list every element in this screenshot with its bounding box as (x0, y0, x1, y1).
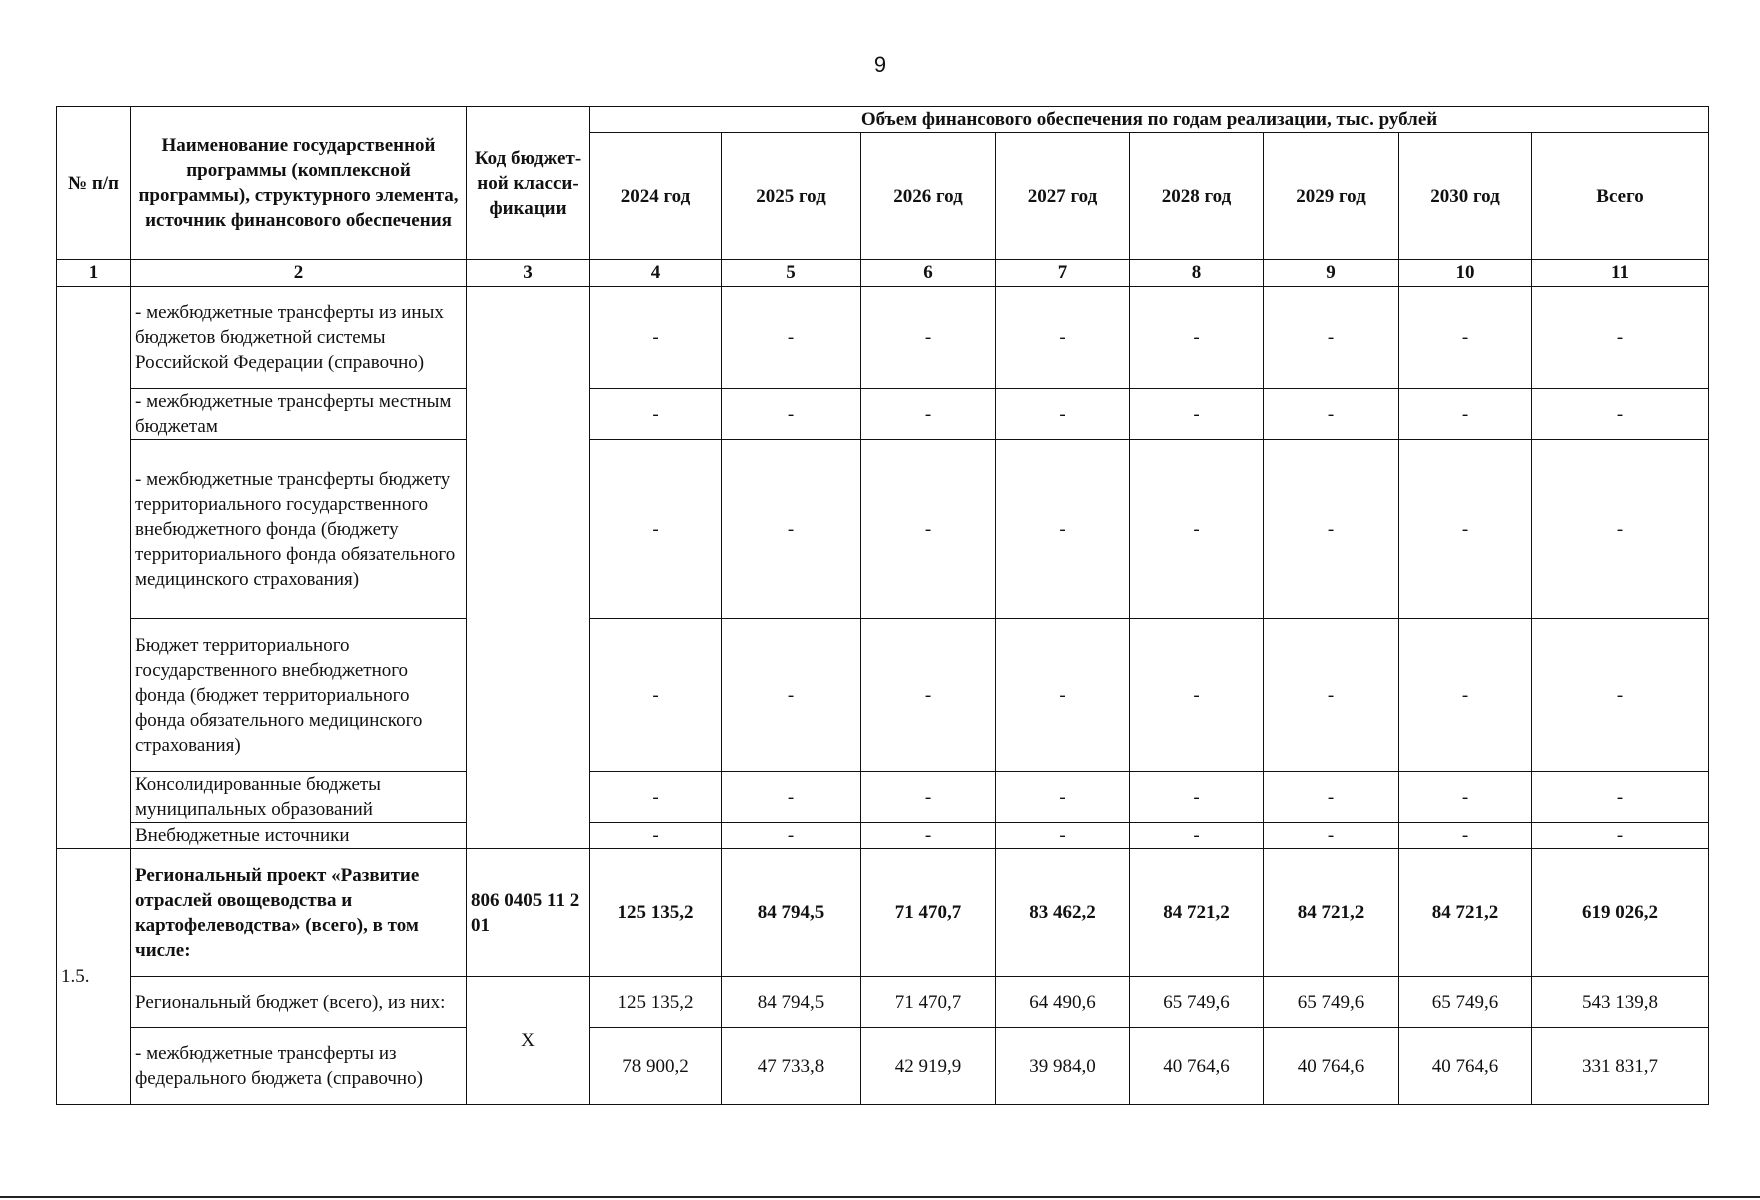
cell-value: 71 470,7 (861, 849, 996, 977)
cell-value: 619 026,2 (1532, 849, 1709, 977)
column-number: 1 (57, 260, 131, 287)
cell-value: - (1532, 619, 1709, 772)
cell-value: 84 721,2 (1264, 849, 1399, 977)
table-row (57, 1028, 1709, 1105)
financing-table (56, 106, 1709, 1105)
cell-value: 84 721,2 (1399, 849, 1532, 977)
column-number: 3 (467, 260, 590, 287)
cell-value: 42 919,9 (861, 1028, 996, 1105)
cell-value: - (1532, 823, 1709, 849)
cell-value: 47 733,8 (722, 1028, 861, 1105)
cell-value: - (722, 823, 861, 849)
cell-value: - (1532, 772, 1709, 823)
cell-value: - (722, 772, 861, 823)
column-number: 11 (1532, 260, 1709, 287)
cell-value: - (1264, 287, 1399, 389)
row-name: Консолидированные бюджеты муниципальных образований (131, 772, 467, 823)
cell-value: - (861, 619, 996, 772)
cell-value: 84 794,5 (722, 849, 861, 977)
cell-value: 543 139,8 (1532, 977, 1709, 1028)
cell-value: 84 721,2 (1130, 849, 1264, 977)
cell-value: - (1130, 823, 1264, 849)
column-number: 5 (722, 260, 861, 287)
table-row (57, 389, 1709, 440)
cell-value: - (996, 440, 1130, 619)
cell-value: - (1532, 440, 1709, 619)
cell-value: 40 764,6 (1264, 1028, 1399, 1105)
header-financing-group: Объем финансового обеспечения по годам реализации, тыс. рублей (590, 107, 1709, 133)
cell-value: - (722, 440, 861, 619)
cell-value: 331 831,7 (1532, 1028, 1709, 1105)
row-name: Бюджет территориального государственного внебюджетного фонда (бюджет территориального фонда обязательного медицинского страхования) (131, 619, 467, 772)
table-row (57, 440, 1709, 619)
row-name: Внебюджетные источники (131, 823, 467, 849)
cell-value: - (1399, 772, 1532, 823)
cell-value: - (1130, 619, 1264, 772)
header-name: Наименование государственной программы (комплексной программы), структурного элемента, источник финансового обеспечения (131, 107, 467, 260)
row-name: - межбюджетные трансферты из иных бюджетов бюджетной системы Российской Федерации (справочно) (131, 287, 467, 389)
cell-value: - (590, 823, 722, 849)
cell-value: - (722, 619, 861, 772)
header-year: 2025 год (722, 133, 861, 260)
cell-value: - (861, 772, 996, 823)
table-row (57, 823, 1709, 849)
cell-value: - (1264, 772, 1399, 823)
cell-value: - (1264, 823, 1399, 849)
row-name: - межбюджетные трансферты бюджету территориального государственного внебюджетного фонда (бюджету территориального фонда обязательного медицинского страхования) (131, 440, 467, 619)
cell-value: - (1399, 389, 1532, 440)
header-year: 2026 год (861, 133, 996, 260)
cell-value: - (590, 440, 722, 619)
header-year: 2029 год (1264, 133, 1399, 260)
cell-value: 39 984,0 (996, 1028, 1130, 1105)
row-code: 806 0405 11 2 01 (467, 849, 590, 977)
table-row (57, 849, 1709, 977)
table-row (57, 977, 1709, 1028)
header-year: 2030 год (1399, 133, 1532, 260)
page-number: 9 (873, 52, 887, 77)
cell-value: 65 749,6 (1399, 977, 1532, 1028)
page-bottom-rule (0, 1196, 1760, 1198)
header-year: 2027 год (996, 133, 1130, 260)
row-name: - межбюджетные трансферты местным бюджетам (131, 389, 467, 440)
cell-value: - (861, 823, 996, 849)
cell-value: - (1264, 619, 1399, 772)
cell-value: - (1264, 440, 1399, 619)
cell-value: - (590, 619, 722, 772)
cell-value: - (1399, 440, 1532, 619)
header-no: № п/п (57, 107, 131, 260)
row-code-empty (467, 287, 590, 849)
table-row (57, 772, 1709, 823)
cell-value: 64 490,6 (996, 977, 1130, 1028)
cell-value: - (861, 440, 996, 619)
cell-value: 65 749,6 (1130, 977, 1264, 1028)
row-name: Региональный бюджет (всего), из них: (131, 977, 467, 1028)
cell-value: 40 764,6 (1130, 1028, 1264, 1105)
header-year: 2028 год (1130, 133, 1264, 260)
header-year: 2024 год (590, 133, 722, 260)
cell-value: - (1130, 440, 1264, 619)
header-total: Всего (1532, 133, 1709, 260)
column-number: 8 (1130, 260, 1264, 287)
column-number: 10 (1399, 260, 1532, 287)
cell-value: - (996, 823, 1130, 849)
cell-value: - (996, 389, 1130, 440)
row-index: 1.5. (57, 849, 131, 1105)
row-code: X (467, 977, 590, 1105)
column-number: 9 (1264, 260, 1399, 287)
cell-value: - (996, 287, 1130, 389)
cell-value: - (1130, 287, 1264, 389)
cell-value: 40 764,6 (1399, 1028, 1532, 1105)
cell-value: - (722, 389, 861, 440)
cell-value: - (1399, 287, 1532, 389)
table-row (57, 287, 1709, 389)
cell-value: 125 135,2 (590, 849, 722, 977)
cell-value: - (1399, 823, 1532, 849)
cell-value: - (590, 389, 722, 440)
cell-value: - (861, 389, 996, 440)
row-index-empty (57, 287, 131, 849)
header-code: Код бюджет-ной класси-фикации (467, 107, 590, 260)
table-row (57, 619, 1709, 772)
cell-value: - (996, 772, 1130, 823)
row-name: - межбюджетные трансферты из федерального бюджета (справочно) (131, 1028, 467, 1105)
cell-value: 71 470,7 (861, 977, 996, 1028)
cell-value: - (1264, 389, 1399, 440)
cell-value: - (590, 287, 722, 389)
cell-value: - (1130, 389, 1264, 440)
cell-value: - (1532, 287, 1709, 389)
cell-value: 83 462,2 (996, 849, 1130, 977)
cell-value: - (1532, 389, 1709, 440)
cell-value: - (996, 619, 1130, 772)
cell-value: - (590, 772, 722, 823)
column-number: 7 (996, 260, 1130, 287)
cell-value: 125 135,2 (590, 977, 722, 1028)
cell-value: - (722, 287, 861, 389)
column-number: 6 (861, 260, 996, 287)
column-number: 4 (590, 260, 722, 287)
cell-value: 65 749,6 (1264, 977, 1399, 1028)
cell-value: - (1130, 772, 1264, 823)
cell-value: - (1399, 619, 1532, 772)
column-number: 2 (131, 260, 467, 287)
cell-value: - (861, 287, 996, 389)
row-name: Региональный проект «Развитие отраслей овощеводства и картофелеводства» (всего), в том числе: (131, 849, 467, 977)
cell-value: 84 794,5 (722, 977, 861, 1028)
cell-value: 78 900,2 (590, 1028, 722, 1105)
